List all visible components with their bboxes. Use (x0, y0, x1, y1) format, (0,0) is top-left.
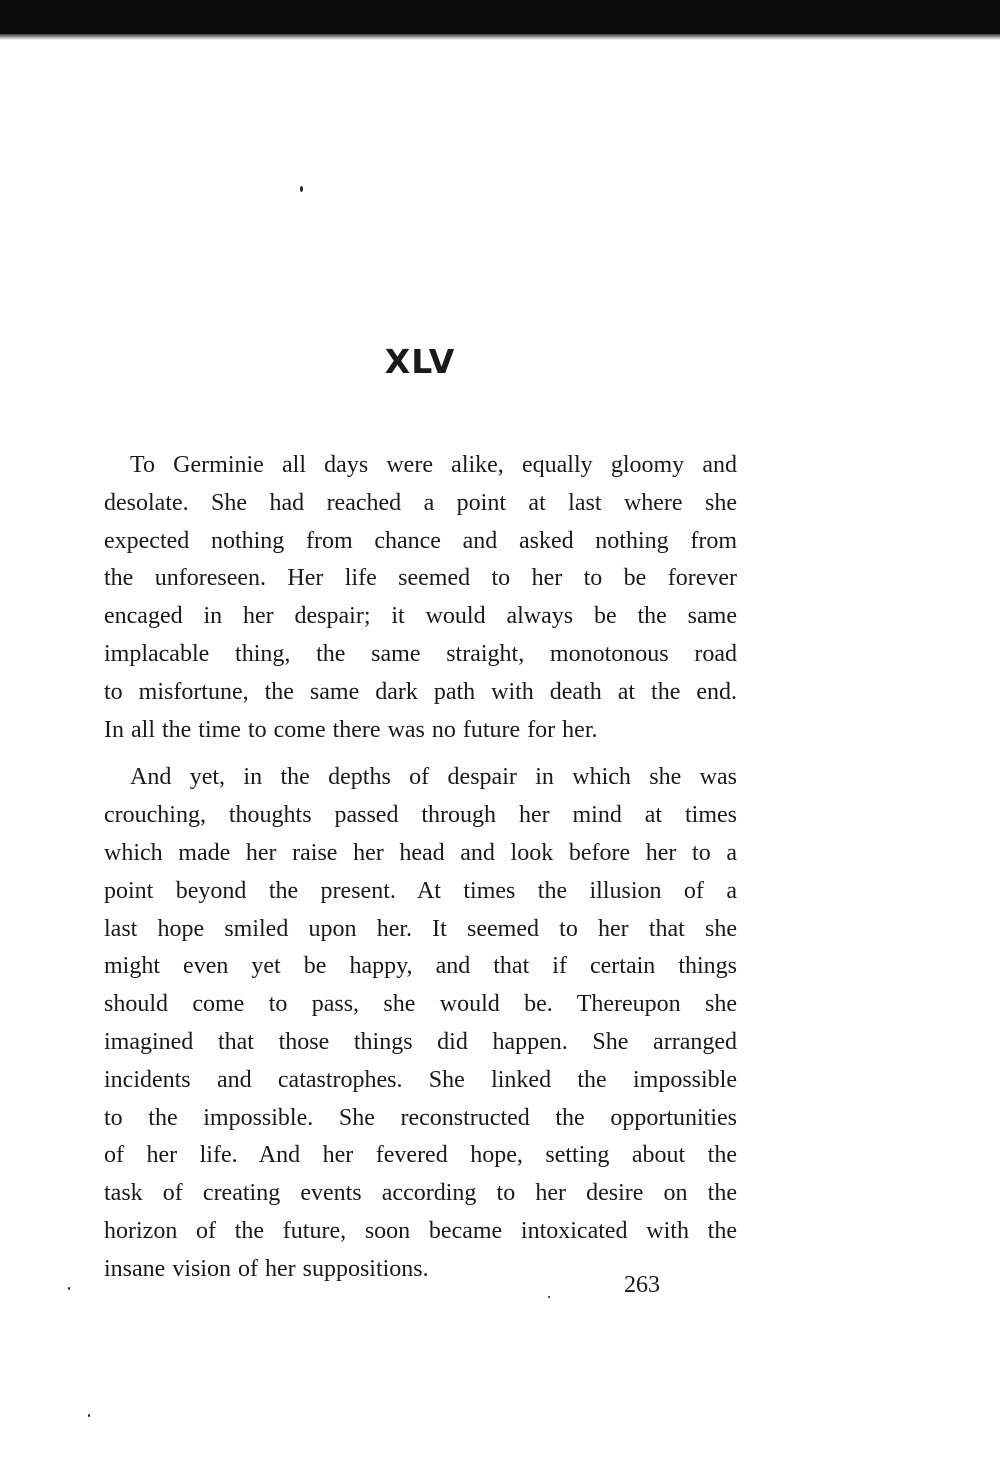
text-line: In all the time to come there was no future for her. (104, 716, 598, 743)
text-line: might even yet be happy, and that if certain things (104, 953, 737, 980)
page-number: 263 (624, 1272, 660, 1298)
text-line: implacable thing, the same straight, monotonous road (104, 640, 737, 667)
scan-top-edge-shadow (0, 34, 1000, 40)
text-line: expected nothing from chance and asked nothing from (104, 527, 737, 554)
scan-speck (88, 1414, 90, 1417)
text-line: to misfortune, the same dark path with death at the end. (104, 678, 737, 705)
text-line: incidents and catastrophes. She linked the impossible (104, 1066, 737, 1093)
scan-speck (548, 1296, 550, 1298)
text-line: crouching, thoughts passed through her mind at times (104, 802, 737, 829)
text-line: To Germinie all days were alike, equally gloomy and (130, 452, 737, 478)
text-line: which made her raise her head and look before her to a (104, 839, 737, 866)
text-line: task of creating events according to her desire on the (104, 1180, 737, 1207)
scan-top-edge (0, 0, 1000, 34)
chapter-title: XLV (384, 342, 456, 381)
text-line: the unforeseen. Her life seemed to her to be forever (104, 565, 737, 592)
body-text (104, 447, 737, 1289)
text-line: And yet, in the depths of despair in which she was (130, 764, 737, 791)
paragraph-2 (104, 759, 737, 1288)
text-line: desolate. She had reached a point at last where she (104, 489, 737, 516)
text-line: horizon of the future, soon became intoxicated with the (104, 1217, 737, 1244)
scan-speck (68, 1287, 70, 1290)
text-line: encaged in her despair; it would always be the same (104, 603, 737, 630)
scan-speck (300, 186, 303, 192)
text-line: should come to pass, she would be. Thereupon she (104, 991, 737, 1018)
text-line: of her life. And her fevered hope, setting about the (104, 1142, 737, 1169)
text-line: imagined that those things did happen. She arranged (104, 1028, 737, 1055)
text-line: last hope smiled upon her. It seemed to her that she (104, 915, 737, 942)
text-line: to the impossible. She reconstructed the opportunities (104, 1104, 737, 1131)
paragraph-1 (104, 447, 737, 749)
text-line: point beyond the present. At times the illusion of a (104, 877, 737, 904)
text-line: insane vision of her suppositions. (104, 1255, 429, 1282)
